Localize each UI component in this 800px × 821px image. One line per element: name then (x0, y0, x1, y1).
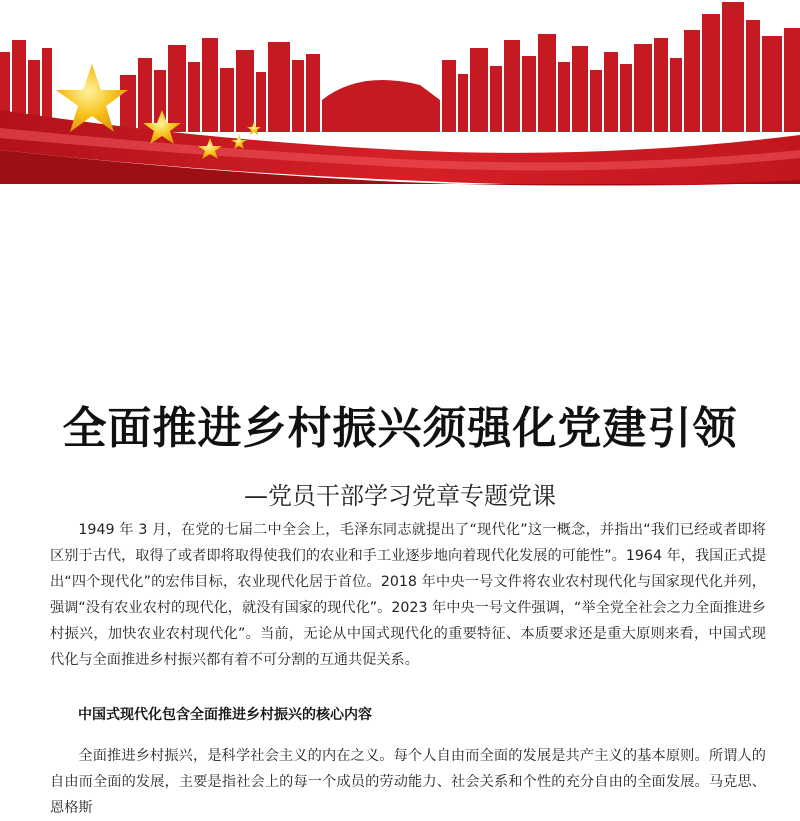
section-heading: 中国式现代化包含全面推进乡村振兴的核心内容 (78, 707, 372, 723)
page-subtitle: —党员干部学习党章专题党课 (244, 482, 556, 510)
body-paragraph: 1949 年 3 月，在党的七届二中全会上，毛泽东同志就提出了“现代化”这一概念，并指出“我们已经或者即将区别于古代，取得了或者即将取得使我们的农业和手工业逐步地向着现代化发展的可能性”。1964 年，我国正式提出“四个现代化”的宏伟目标，农业现代化居于首位。2018 年中央一号文件将农业农村现代化与国家现代化并列，强调“没有农业农村的现代化，就没有国家的现代化”。2023 年中央一号文件强调，“举全党全社会之力全面推进乡村振兴，加快农业农村现代化”。当前，无论从中国式现代化的重要特征、本质要求还是重大原则来看，中国式现代化与全面推进乡村振兴都有着不可分割的互通共促关系。 (50, 522, 766, 668)
page-title: 全面推进乡村振兴须强化党建引领 (62, 403, 738, 454)
skyline-silhouette (0, 2, 800, 132)
body-paragraph: 全面推进乡村振兴，是科学社会主义的内在之义。每个人自由而全面的发展是共产主义的基本原则。所谓人的自由而全面的发展，主要是指社会上的每一个成员的劳动能力、社会关系和个性的充分自由的全面发展。马克思、恩格斯 (50, 748, 766, 816)
header-banner (0, 0, 800, 190)
city-skyline-banner-graphic (0, 0, 800, 190)
